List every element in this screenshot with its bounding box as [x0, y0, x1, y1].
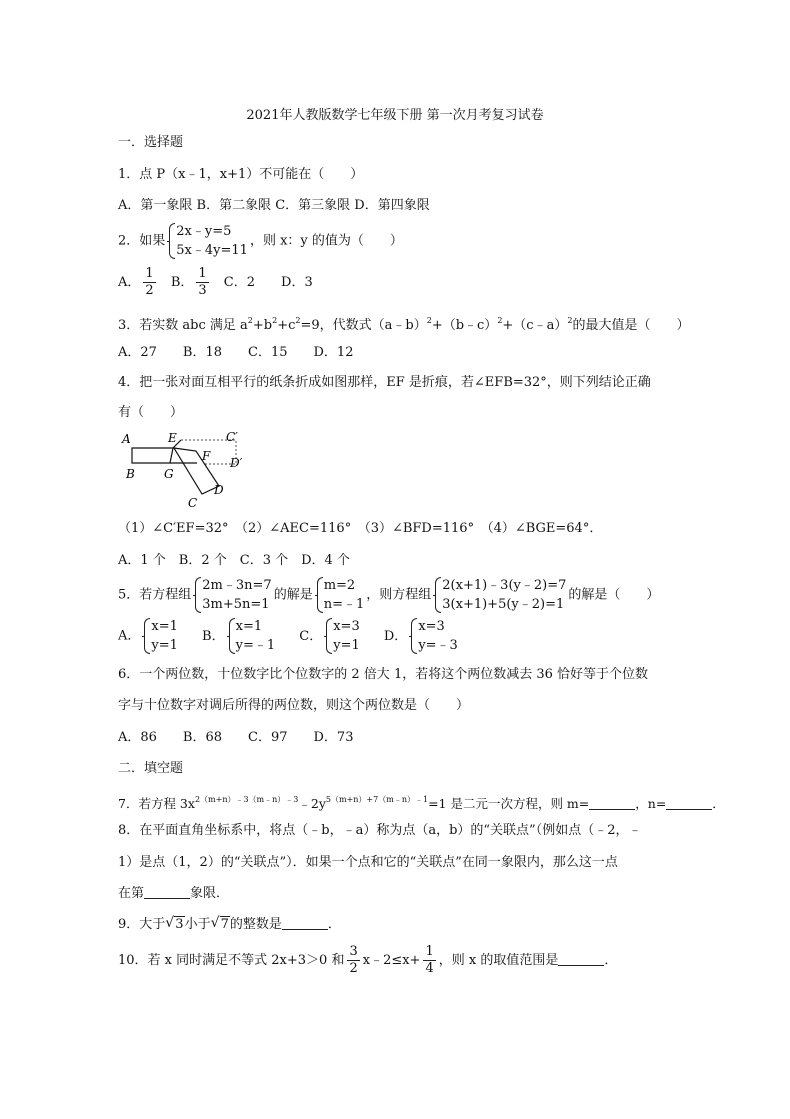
q5-option-a: x=1 y=1	[142, 617, 178, 655]
q2-suffix: ，则 x：y 的值为（ ）	[249, 233, 403, 249]
q9-stem: 9．大于√ 3小于√ 7的整数是 ．	[118, 916, 341, 934]
q1-options: A．第一象限 B．第二象限 C．第三象限 D．第四象限	[118, 198, 430, 213]
q10-fraction-1-4: $\frac{1}{4}$	[425, 944, 434, 976]
q5-option-c: x=3 y=1	[324, 617, 360, 655]
q7-blank-n[interactable]	[666, 797, 712, 810]
folded-strip-figure	[118, 428, 253, 510]
q3-stem: 3．若实数 abc 满足 $a^2+b^2+c^2=9$，代数式（a﹣b）$^2$+（b﹣c）$^2$+（c﹣a）$^2$的最大值是（ ）	[118, 316, 690, 333]
q5-system-xy: 2(x+1)﹣3(y﹣2)=7 3(x+1)+5(y﹣2)=1	[433, 576, 566, 614]
sqrt-7: √ 7	[211, 916, 230, 934]
q9-blank[interactable]	[282, 917, 328, 930]
section-fill-heading: 二．填空题	[118, 761, 184, 776]
q4-options: A．1 个 B．2 个 C．3 个 D．4 个	[118, 553, 350, 568]
sqrt-3: √ 3	[165, 916, 184, 934]
q5-system-mn: 2m﹣3n=7 3m+5n=1	[193, 576, 271, 614]
q2-prefix: 2．如果	[118, 233, 166, 249]
q8-stem-line3: 在第 象限．	[118, 886, 230, 901]
q5-options: A． x=1 y=1 B． x=1 y=﹣1 C． x=3 y=1 D． x=3 y=﹣3	[118, 619, 458, 653]
q2-stem	[118, 222, 403, 260]
label-g: G	[164, 467, 174, 481]
q4-conclusions: （1）∠C′EF=32° （2）∠AEC=116° （3）∠BFD=116° （4）∠BGE=64°．	[118, 521, 603, 536]
q7-stem: 7．若方程 $3x^{2(m+n)﹣3(m﹣n)﹣3}﹣2y^{5(m+n)+7(m﹣n)﹣1}=1$ 是二元一次方程，则 m= ，n= ．	[118, 795, 725, 811]
q8-stem-line1: 8．在平面直角坐标系中，将点（﹣b，﹣a）称为点（a，b）的“关联点”（例如点（﹣2，﹣	[118, 823, 642, 838]
q8-blank[interactable]	[144, 886, 190, 899]
q2-equation-system: 2x﹣y=5 5x﹣4y=11	[167, 222, 248, 260]
q4-stem-line2: 有（ ）	[118, 405, 184, 420]
q5-solution-mn: m=2 n=﹣1	[315, 576, 365, 614]
q6-options: A．86 B．68 C．97 D．73	[118, 730, 354, 745]
section-choice-heading: 一．选择题	[118, 135, 184, 150]
label-c: C	[188, 496, 198, 510]
q3-options: A．27 B．18 C．15 D．12	[118, 345, 354, 360]
label-d-prime: D′	[230, 456, 243, 470]
label-e: E	[168, 431, 177, 445]
q10-stem: 10．若 x 同时满足不等式 2x+3＞0 和 $\frac{3}{2}$ x﹣2≤x+ $\frac{1}{4}$ ，则 x 的取值范围是 ．	[118, 944, 618, 976]
label-b: B	[126, 467, 135, 481]
q10-fraction-3-2: $\frac{3}{2}$	[349, 944, 358, 976]
q1-stem: 1．点 P（x﹣1，x+1）不可能在（ ）	[118, 167, 364, 182]
label-a: A	[122, 432, 131, 446]
q2-option-b-fraction: $\frac{1}{3}$	[198, 266, 207, 298]
q8-stem-line2: 1）是点（1，2）的“关联点”）．如果一个点和它的“关联点”在同一象限内，那么这一点	[118, 855, 618, 870]
q10-blank[interactable]	[558, 953, 604, 966]
q6-stem-line2: 字与十位数字对调后所得的两位数，则这个两位数是（ ）	[118, 698, 470, 713]
q4-stem-line1: 4．把一张对面互相平行的纸条折成如图那样，EF 是折痕，若∠EFB=32°，则下列结论正确	[118, 375, 651, 390]
q7-blank-m[interactable]	[589, 797, 635, 810]
label-c-prime: C′	[226, 430, 238, 444]
q5-option-b: x=1 y=﹣1	[227, 617, 276, 655]
q6-stem-line1: 6．一个两位数，十位数字比个位数字的 2 倍大 1，若将这个两位数减去 36 恰好等于个位数	[118, 667, 649, 682]
page-title: 2021年人教版数学七年级下册 第一次月考复习试卷	[246, 108, 544, 123]
q2-options: A． $\frac{1}{2}$ B． $\frac{1}{3}$ C．2 D．3	[118, 266, 313, 298]
q5-stem: 5．若方程组 2m﹣3n=7 3m+5n=1 的解是 m=2 n=﹣1 ，则方程组 2(x+1)﹣3(y﹣2)=7 3(x+1)+5(y﹣2)=1 的解是（ ）	[118, 578, 660, 612]
label-f: F	[202, 449, 211, 463]
q5-option-d: x=3 y=﹣3	[409, 617, 458, 655]
label-d: D	[214, 483, 224, 497]
q2-option-a-fraction: $\frac{1}{2}$	[145, 266, 154, 298]
